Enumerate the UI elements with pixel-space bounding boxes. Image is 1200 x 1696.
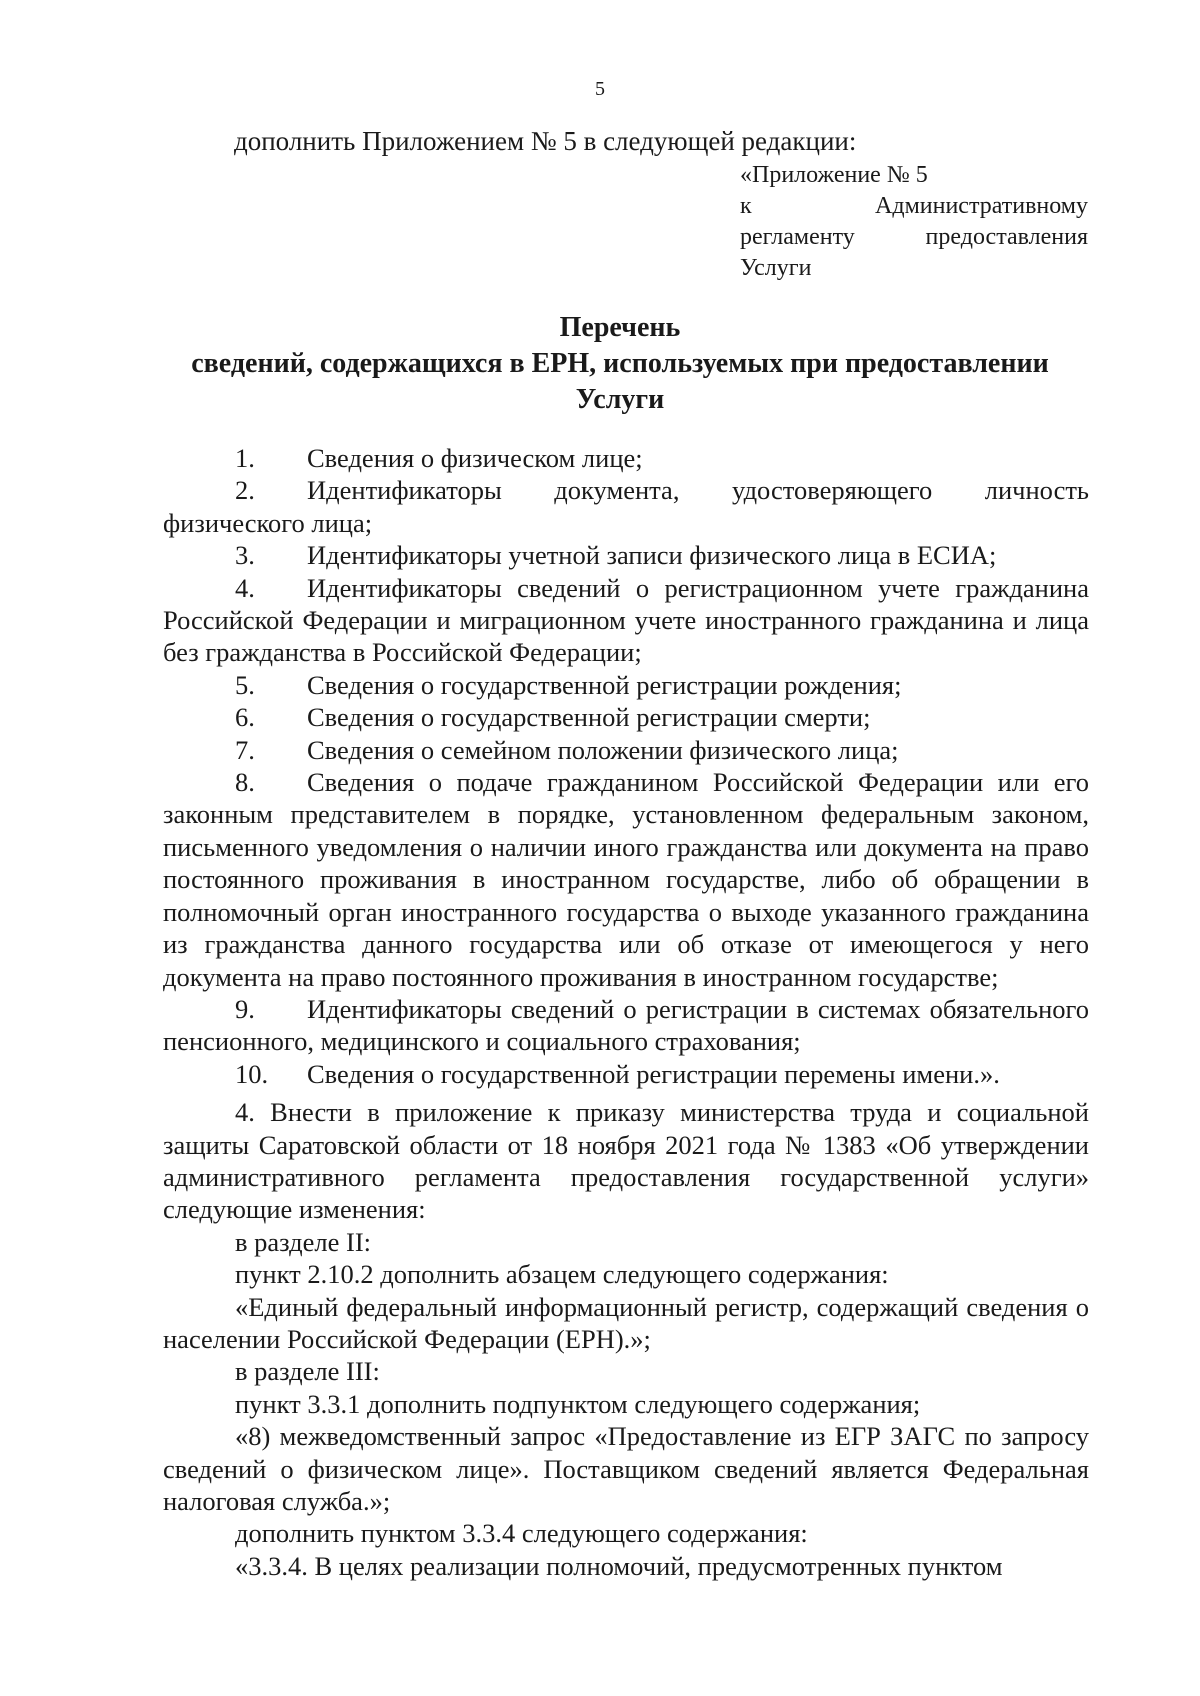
annex-line-3 <box>740 222 1088 253</box>
list-item-text: Сведения о государственной регистрации рождения; <box>307 669 902 700</box>
annex-header <box>740 160 1088 284</box>
annex-line-3-right: предоставления <box>925 224 1088 250</box>
annex-line-1: «Приложение № 5 <box>740 162 928 188</box>
list-item-number: 10. <box>235 1058 269 1089</box>
title-line-3: Услуги <box>575 384 665 415</box>
annex-line-2-left: к <box>740 193 752 219</box>
list-item-text: Сведения о государственной регистрации перемены имени.». <box>307 1058 1000 1089</box>
list-item-text: Идентификаторы учетной записи физического лица в ЕСИА; <box>307 540 997 571</box>
list-item-6 <box>163 701 1089 733</box>
page-number: 5 <box>595 78 605 100</box>
annex-line-2-right: Административному <box>875 193 1088 219</box>
paragraph-item-2-10-2: пункт 2.10.2 дополнить абзацем следующего содержания: <box>235 1259 889 1290</box>
paragraph-amendment-4: 4. Внести в приложение к приказу министерства труда и социальной защиты Саратовской области от 18 ноября 2021 года № 1383 «Об утверждении административного регламента предоставления государственной услуги» следующие изменения: <box>163 1097 1089 1225</box>
list-item-text: Сведения о физическом лице; <box>307 443 643 473</box>
list-item-number: 7. <box>235 734 255 765</box>
list-item-number: 1. <box>235 443 255 473</box>
list-item-text: Идентификаторы сведений о регистрации в системах обязательного пенсионного, медицинского и социального страхования; <box>163 993 1089 1057</box>
list-item-text: Идентификаторы документа, удостоверяющего личность физического лица; <box>163 475 1089 538</box>
list-item-number: 9. <box>235 993 255 1024</box>
list-item-5 <box>163 669 1089 701</box>
paragraph-section-2: в разделе II: <box>235 1226 372 1257</box>
title-line-1: Перечень <box>559 312 681 343</box>
list-item-9 <box>163 993 1089 1058</box>
list-item-number: 5. <box>235 669 255 700</box>
list-item-text: Сведения о семейном положении физического лица; <box>307 734 899 765</box>
list-item-7 <box>163 734 1089 766</box>
list-item-8 <box>163 766 1089 993</box>
list-item-4 <box>163 572 1089 669</box>
list-item-number: 3. <box>235 540 255 571</box>
paragraph-quote-ern: «Единый федеральный информационный регистр, содержащий сведения о населении Российской Федерации (ЕРН).»; <box>163 1291 1089 1354</box>
list-item-text: Сведения о государственной регистрации смерти; <box>307 702 871 733</box>
annex-line-3-left: регламенту <box>740 224 855 250</box>
paragraph-item-3-3-1: пункт 3.3.1 дополнить подпунктом следующего содержания; <box>235 1388 921 1419</box>
list-item-10 <box>163 1058 1089 1090</box>
paragraph-quote-3-3-4: «3.3.4. В целях реализации полномочий, предусмотренных пунктом <box>235 1550 1003 1581</box>
annex-line-2 <box>740 191 1088 222</box>
list-item-number: 2. <box>235 475 255 506</box>
document-title <box>150 310 1090 418</box>
paragraph-item-3-3-4: дополнить пунктом 3.3.4 следующего содержания: <box>235 1518 808 1549</box>
list-item-text: Идентификаторы сведений о регистрационном учете гражданина Российской Федерации и миграционном учете иностранного гражданина и лица без гражданства в Российской Федерации; <box>163 572 1089 668</box>
title-line-2: сведений, содержащихся в ЕРН, используемых при предоставлении <box>191 348 1049 379</box>
paragraph-section-3: в разделе III: <box>235 1356 380 1387</box>
list-item-1 <box>163 442 1089 474</box>
document-body <box>163 442 1089 1582</box>
paragraph-quote-request: «8) межведомственный запрос «Предоставление из ЕГР ЗАГС по запросу сведений о физическом лице». Поставщиком сведений является Федеральная налоговая служба.»; <box>163 1421 1089 1516</box>
intro-line: дополнить Приложением № 5 в следующей редакции: <box>234 126 857 156</box>
annex-line-4: Услуги <box>740 255 812 281</box>
list-item-number: 6. <box>235 702 255 733</box>
list-item-number: 8. <box>235 767 255 798</box>
list-item-3 <box>163 539 1089 571</box>
list-item-text: Сведения о подаче гражданином Российской Федерации или его законным представителем в порядке, установленном федеральным законом, письменного уведомления о наличии иного гражданства или документа на право постоянного проживания в иностранном государстве, либо об обращении в полномочный орган иностранного государства о выходе указанного гражданина из гражданства данного государства или об отказе от имеющегося у него документа на право постоянного проживания в иностранном государстве; <box>163 767 1089 992</box>
list-item-number: 4. <box>235 572 255 603</box>
list-item-2 <box>163 474 1089 539</box>
